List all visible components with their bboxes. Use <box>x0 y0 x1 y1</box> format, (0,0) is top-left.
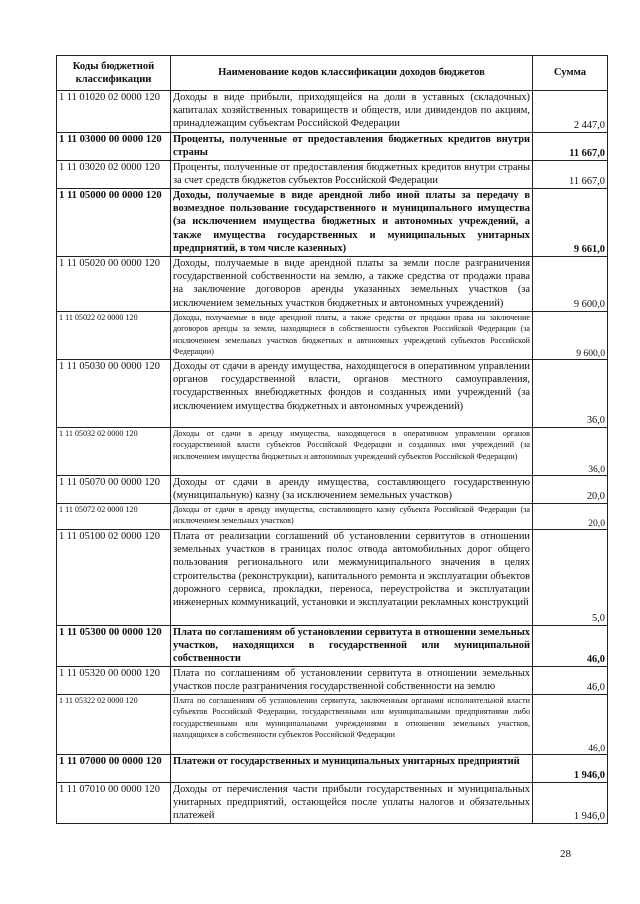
row-sum: 9 661,0 <box>533 189 608 257</box>
row-name: Доходы от сдачи в аренду имущества, находящегося в оперативном управлении органов государственной власти субъектов Российской Федерации и созданных ими учреждений (за исключением имущества бюджетных и автономных учреждений субъектов Российской Федерации) <box>171 428 533 476</box>
row-sum: 46,0 <box>533 695 608 755</box>
row-name: Доходы в виде прибыли, приходящейся на доли в уставных (складочных) капиталах хозяйственных товариществ и обществ, или дивидендов по акциям, принадлежащим субъектам Российской Федерации <box>171 91 533 133</box>
table-row <box>57 257 608 312</box>
table-row <box>57 161 608 189</box>
row-sum: 36,0 <box>533 360 608 428</box>
row-name: Доходы, получаемые в виде арендной платы, а также средства от продажи права на заключение договоров аренды за земли, находящиеся в собственности субъектов Российской Федерации (за исключением земельных участков бюджетных и автономных учреждений субъектов Российской Федерации) <box>171 312 533 360</box>
row-code: 1 11 03000 00 0000 120 <box>57 133 171 161</box>
row-code: 1 11 05020 00 0000 120 <box>57 257 171 312</box>
row-name: Доходы, получаемые в виде арендной платы за земли после разграничения государственной собственности на землю, а также средства от продажи права на заключение договоров аренды указанных земельных участков (за исключением земельных участков бюджетных и автономных учреждений) <box>171 257 533 312</box>
row-sum: 20,0 <box>533 476 608 504</box>
row-code: 1 11 05320 00 0000 120 <box>57 667 171 695</box>
table-row <box>57 133 608 161</box>
revenue-table <box>56 55 608 824</box>
row-sum: 36,0 <box>533 428 608 476</box>
row-sum: 5,0 <box>533 530 608 626</box>
row-sum: 46,0 <box>533 626 608 667</box>
row-sum: 2 447,0 <box>533 91 608 133</box>
row-name: Доходы от сдачи в аренду имущества, находящегося в оперативном управлении органов государственной власти, органов местного самоуправления, государственных внебюджетных фондов и созданных ими учреждений (за исключением имущества бюджетных и автономных учреждений) <box>171 360 533 428</box>
row-sum: 46,0 <box>533 667 608 695</box>
row-code: 1 11 01020 02 0000 120 <box>57 91 171 133</box>
row-sum: 20,0 <box>533 504 608 530</box>
row-sum: 11 667,0 <box>533 133 608 161</box>
table-row <box>57 428 608 476</box>
row-name: Плата по соглашениям об установлении сервитута в отношении земельных участков после разграничения государственной собственности на землю <box>171 667 533 695</box>
table-row <box>57 626 608 667</box>
row-name: Доходы, получаемые в виде арендной либо иной платы за передачу в возмездное пользование государственного и муниципального имущества (за исключением имущества бюджетных и автономных учреждений, а также имущества государственных и муниципальных унитарных предприятий, в том числе казенных) <box>171 189 533 257</box>
table-row <box>57 189 608 257</box>
row-name: Доходы от перечисления части прибыли государственных и муниципальных унитарных предприятий, остающейся после уплаты налогов и обязательных платежей <box>171 783 533 824</box>
table-row <box>57 783 608 824</box>
page-number: 28 <box>560 848 571 860</box>
table-row <box>57 360 608 428</box>
header-code: Коды бюджетной классификации <box>57 56 171 91</box>
table-row <box>57 91 608 133</box>
row-name: Плата от реализации соглашений об установлении сервитутов в отношении земельных участков в границах полос отвода автомобильных дорог общего пользования регионального или межмуниципального значения в целях строительства (реконструкции), капитального ремонта и эксплуатации объектов дорожного сервиса, прокладки, переноса, переустройства и эксплуатации инженерных коммуникаций, установки и эксплуатации рекламных конструкций <box>171 530 533 626</box>
table-row <box>57 695 608 755</box>
row-code: 1 11 05100 02 0000 120 <box>57 530 171 626</box>
row-name: Плата по соглашениям об установлении сервитута, заключенным органами исполнительной власти субъектов Российской Федерации, государственными или муниципальными предприятиями либо государственными или муниципальными учреждениями в отношении земельных участков, находящихся в собственности субъектов Российской Федерации <box>171 695 533 755</box>
row-code: 1 11 05030 00 0000 120 <box>57 360 171 428</box>
row-code: 1 11 05070 00 0000 120 <box>57 476 171 504</box>
table-header-row <box>57 56 608 91</box>
row-sum: 11 667,0 <box>533 161 608 189</box>
table-row <box>57 667 608 695</box>
row-code: 1 11 05072 02 0000 120 <box>57 504 171 530</box>
table-row <box>57 476 608 504</box>
row-code: 1 11 05022 02 0000 120 <box>57 312 171 360</box>
table-row <box>57 755 608 783</box>
row-code: 1 11 07010 00 0000 120 <box>57 783 171 824</box>
row-code: 1 11 05032 02 0000 120 <box>57 428 171 476</box>
table-row <box>57 312 608 360</box>
table-row <box>57 530 608 626</box>
row-name: Проценты, полученные от предоставления бюджетных кредитов внутри страны <box>171 133 533 161</box>
row-code: 1 11 07000 00 0000 120 <box>57 755 171 783</box>
row-code: 1 11 05000 00 0000 120 <box>57 189 171 257</box>
table-row <box>57 504 608 530</box>
row-name: Платежи от государственных и муниципальных унитарных предприятий <box>171 755 533 783</box>
row-name: Плата по соглашениям об установлении сервитута в отношении земельных участков, находящихся в государственной или муниципальной собственности <box>171 626 533 667</box>
row-code: 1 11 03020 02 0000 120 <box>57 161 171 189</box>
row-sum: 9 600,0 <box>533 257 608 312</box>
row-name: Доходы от сдачи в аренду имущества, составляющего государственную (муниципальную) казну (за исключением земельных участков) <box>171 476 533 504</box>
row-code: 1 11 05300 00 0000 120 <box>57 626 171 667</box>
row-name: Доходы от сдачи в аренду имущества, составляющего казну субъекта Российской Федерации (за исключением земельных участков) <box>171 504 533 530</box>
row-sum: 1 946,0 <box>533 783 608 824</box>
row-code: 1 11 05322 02 0000 120 <box>57 695 171 755</box>
row-sum: 9 600,0 <box>533 312 608 360</box>
row-sum: 1 946,0 <box>533 755 608 783</box>
row-name: Проценты, полученные от предоставления бюджетных кредитов внутри страны за счет средств бюджетов субъектов Российской Федерации <box>171 161 533 189</box>
header-sum: Сумма <box>533 56 608 91</box>
header-name: Наименование кодов классификации доходов бюджетов <box>171 56 533 91</box>
